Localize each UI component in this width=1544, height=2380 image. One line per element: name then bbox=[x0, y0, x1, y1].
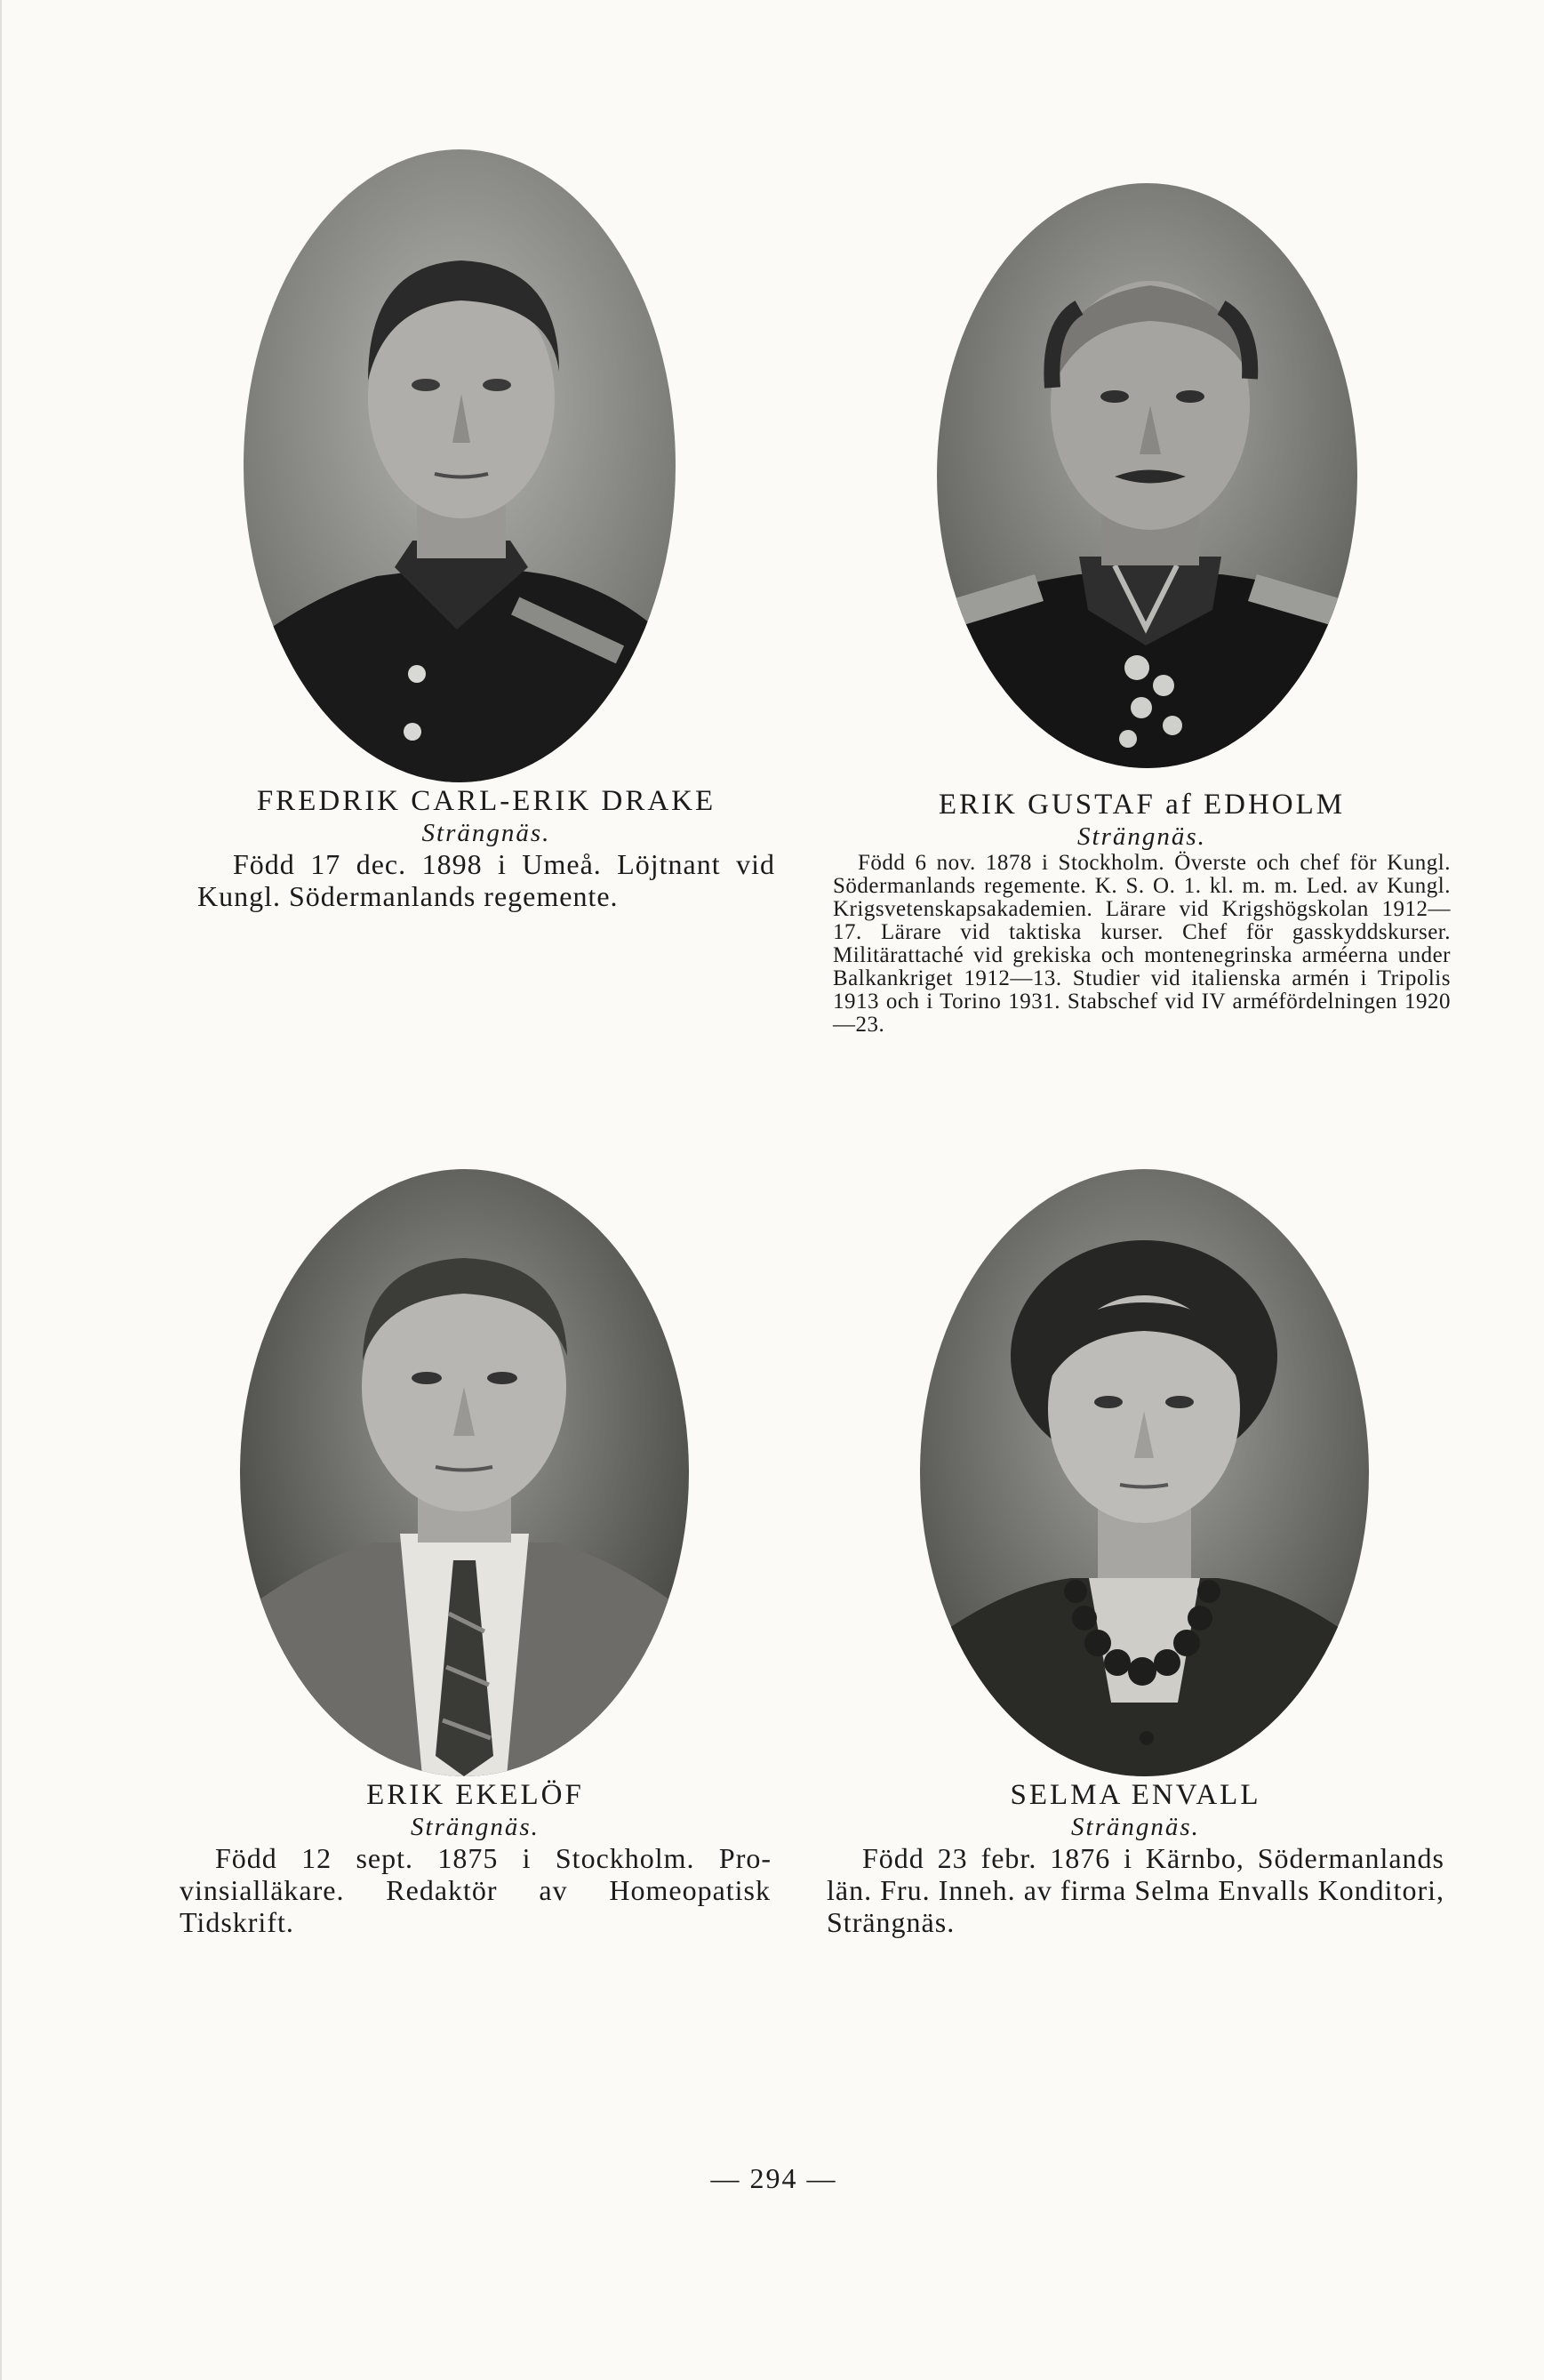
person-place: Strängnäs. bbox=[411, 1813, 540, 1841]
person-biography: Född 12 sept. 1875 i Stockholm. Provinsialläkare. Redaktör av Homeopatisk Tidskrift. bbox=[180, 1842, 771, 1938]
portrait-selma-envall bbox=[920, 1169, 1369, 1776]
person-name: ERIK GUSTAF af EDHOLM bbox=[938, 789, 1346, 821]
person-place: Strängnäs. bbox=[421, 819, 551, 847]
person-biography: Född 17 dec. 1898 i Umeå. Löjtnant vid Kungl. Södermanlands regemente. bbox=[197, 848, 775, 912]
caption-erik-gustaf-af-edholm bbox=[833, 788, 1451, 1037]
person-name: ERIK EKELÖF bbox=[366, 1779, 584, 1811]
page-number: — 294 — bbox=[710, 2162, 837, 2194]
person-biography: Född 23 febr. 1876 i Kärnbo, Södermanlands län. Fru. Inneh. av firma Selma Envalls Konditori, Strängnäs. bbox=[827, 1842, 1444, 1938]
person-name: FREDRIK CARL-ERIK DRAKE bbox=[256, 785, 716, 817]
portrait-erik-gustaf-af-edholm bbox=[937, 183, 1357, 768]
person-place: Strängnäs. bbox=[1071, 1813, 1200, 1841]
person-biography: Född 6 nov. 1878 i Stockholm. Överste och chef för Kungl. Södermanlands regemente. K. S. O. 1. kl. m. m. Led. av Kungl. Krigsvetenskapsakademien. Lärare vid Krigshögskolan 1912—17. Lärare vid taktiska kurser. Chef för gasskyddskurser. Militärattaché vid grekiska och montenegrinska arméerna under Balkankriget 1912—13. Studier vid italienska armén i Tripolis 1913 och i Torino 1931. Stabschef vid IV arméfördelningen 1920—23. bbox=[833, 851, 1451, 1037]
portrait-erik-ekelof bbox=[240, 1169, 689, 1776]
caption-selma-envall bbox=[827, 1778, 1444, 1938]
caption-fredrik-carl-erik-drake bbox=[197, 784, 775, 912]
person-name: SELMA ENVALL bbox=[1010, 1779, 1261, 1811]
portrait-fredrik-carl-erik-drake bbox=[244, 149, 676, 782]
caption-erik-ekelof bbox=[180, 1778, 771, 1938]
person-place: Strängnäs. bbox=[1077, 822, 1206, 851]
